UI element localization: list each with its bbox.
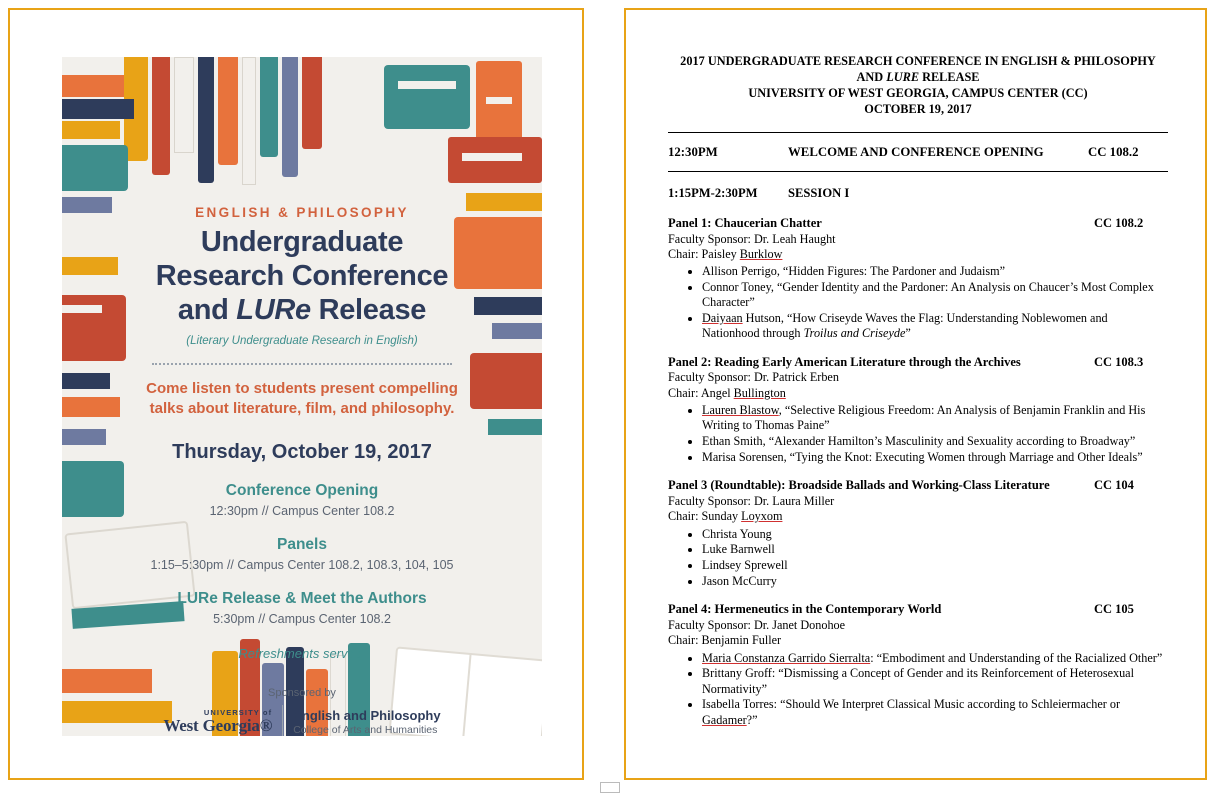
refreshments-note: Refreshments served! xyxy=(238,646,366,662)
talk-text: Marisa Sorensen, “Tying the Knot: Executing Women through Marriage and Other Ideals” xyxy=(702,449,1143,464)
book-spine-icon xyxy=(198,57,214,183)
list-item xyxy=(702,264,1168,279)
talk-text-post: ?” xyxy=(746,712,758,727)
conference-poster xyxy=(62,57,542,736)
talk-text: Connor Toney, “Gender Identity and the Pardoner: An Analysis on Chaucer’s Most Complex Character” xyxy=(702,280,1154,310)
poster-title-line3-c: Release xyxy=(310,294,427,327)
panel-1-chair-prefix: Chair: Paisley xyxy=(668,247,740,262)
program-header-line2-c: RELEASE xyxy=(919,69,980,84)
list-item xyxy=(702,450,1168,465)
panel-4-room: CC 105 xyxy=(1094,602,1134,617)
program-page xyxy=(624,8,1207,780)
panel-2-sponsor: Faculty Sponsor: Dr. Patrick Erben xyxy=(668,370,839,385)
book-spine-icon xyxy=(242,57,256,185)
talk-text: : “Embodiment and Understanding of the Racialized Other” xyxy=(870,650,1163,665)
list-item xyxy=(702,434,1168,449)
book-spine-icon xyxy=(282,57,298,177)
program-header-line2 xyxy=(668,70,1168,86)
poster-title xyxy=(106,225,498,328)
uwg-logo xyxy=(163,709,272,735)
poster-artwork xyxy=(62,57,542,736)
panel-4-chair xyxy=(668,633,1168,648)
talk-text: Hutson, “How Criseyde Waves the Flag: Understanding Noblewomen and Nationhood through xyxy=(702,311,1108,341)
panel-1 xyxy=(668,216,1168,342)
divider-bottom xyxy=(668,171,1168,172)
poster-page xyxy=(8,8,584,780)
book-spine-icon xyxy=(218,57,238,165)
department-block xyxy=(293,708,440,736)
poster-title-line1: Undergraduate xyxy=(200,226,404,258)
sponsor-row xyxy=(106,705,498,736)
panel-1-sponsor: Faculty Sponsor: Dr. Leah Haught xyxy=(668,231,836,246)
program-header-line4: OCTOBER 19, 2017 xyxy=(864,101,972,116)
poster-title-line3 xyxy=(106,293,498,327)
talk-name-gadamer: Gadamer xyxy=(702,712,747,727)
session-time: 1:15PM-2:30PM xyxy=(668,186,758,201)
poster-blurb xyxy=(106,379,498,420)
list-item xyxy=(702,697,1168,728)
event-heading-panels: Panels xyxy=(277,536,327,554)
poster-date: Thursday, October 19, 2017 xyxy=(172,441,432,464)
program-header-line2-a: AND xyxy=(856,69,887,84)
talk-text: Allison Perrigo, “Hidden Figures: The Pardoner and Judaism” xyxy=(702,264,1006,279)
panel-1-title: Panel 1: Chaucerian Chatter xyxy=(668,215,822,230)
list-item xyxy=(702,542,1168,557)
panel-1-chair xyxy=(668,247,1168,262)
talk-text: Lindsey Sprewell xyxy=(702,558,788,573)
panel-3-chair-prefix: Chair: Sunday xyxy=(668,509,742,524)
college-name: College of Arts and Humanities xyxy=(293,723,438,736)
event-heading-release-lure: LURe xyxy=(177,590,218,608)
panel-1-chair-name: Burklow xyxy=(739,247,783,262)
panel-1-head xyxy=(668,216,1168,232)
session-label: SESSION I xyxy=(788,186,850,201)
book-spine-icon xyxy=(152,57,170,175)
book-spine-icon xyxy=(260,57,278,157)
panel-3 xyxy=(668,478,1168,589)
panel-3-head xyxy=(668,478,1168,494)
poster-blurb-line2: talks about literature, film, and philosophy. xyxy=(149,399,455,417)
list-item xyxy=(702,651,1168,666)
book-icon xyxy=(486,97,512,104)
panel-3-room: CC 104 xyxy=(1094,478,1134,493)
panel-3-sponsor: Faculty Sponsor: Dr. Laura Miller xyxy=(668,493,835,508)
book-icon xyxy=(62,145,128,191)
panel-2-chair xyxy=(668,386,1168,401)
book-icon xyxy=(62,75,124,97)
list-item xyxy=(702,403,1168,434)
book-icon xyxy=(62,99,134,119)
book-icon xyxy=(462,153,522,161)
talk-text: , “Selective Religious Freedom: An Analysis of Benjamin Franklin and His Writing to Thomas Paine” xyxy=(702,403,1146,433)
panel-3-chair-name: Loyxom xyxy=(741,509,783,524)
event-heading-opening: Conference Opening xyxy=(225,482,379,500)
panel-4-sponsor: Faculty Sponsor: Dr. Janet Donohoe xyxy=(668,617,846,632)
list-item xyxy=(702,666,1168,697)
panel-2-title: Panel 2: Reading Early American Literature through the Archives xyxy=(668,354,1021,369)
panel-3-chair xyxy=(668,509,1168,524)
session-row xyxy=(668,186,1168,202)
panel-3-title: Panel 3 (Roundtable): Broadside Ballads and Working-Class Literature xyxy=(668,478,1050,493)
talk-text: Christa Young xyxy=(702,526,772,541)
poster-subtitle: (Literary Undergraduate Research in English) xyxy=(186,334,418,347)
event-detail-opening: 12:30pm // Campus Center 108.2 xyxy=(209,504,395,519)
talk-text: Ethan Smith, “Alexander Hamilton’s Masculinity and Sexuality according to Broadway” xyxy=(702,434,1136,449)
uwg-logo-large-text: West Georgia® xyxy=(163,716,273,736)
panel-3-talk-list xyxy=(668,527,1168,590)
panel-2-head xyxy=(668,355,1168,371)
opening-title: WELCOME AND CONFERENCE OPENING xyxy=(788,144,1044,159)
book-spine-icon xyxy=(174,57,194,153)
book-spine-icon xyxy=(302,57,322,149)
poster-title-line2: Research Conference xyxy=(155,260,449,293)
opening-room: CC 108.2 xyxy=(1088,144,1139,159)
panel-1-talk-list xyxy=(668,264,1168,341)
program-header-line1: 2017 UNDERGRADUATE RESEARCH CONFERENCE IN ENGLISH & PHILOSOPHY xyxy=(680,54,1156,68)
opening-row xyxy=(668,144,1168,160)
divider-top xyxy=(668,132,1168,133)
uwg-logo-small-text: UNIVERSITY of xyxy=(203,708,273,718)
book-icon xyxy=(398,81,456,89)
talk-text-post: ” xyxy=(905,326,911,341)
talk-text: Isabella Torres: “Should We Interpret Classical Music according to Schleiermacher or xyxy=(702,697,1121,712)
list-item xyxy=(702,527,1168,542)
list-item xyxy=(702,311,1168,342)
program-content xyxy=(668,54,1168,741)
poster-kicker: ENGLISH & PHILOSOPHY xyxy=(195,205,409,220)
panel-2 xyxy=(668,355,1168,466)
panel-2-room: CC 108.3 xyxy=(1094,354,1144,369)
department-name: English and Philosophy xyxy=(293,708,441,724)
talk-speaker: Daiyaan xyxy=(702,311,743,326)
panel-2-chair-name: Bullington xyxy=(733,385,786,400)
panel-4-talk-list xyxy=(668,651,1168,728)
event-heading-release-rest: Release & Meet the Authors xyxy=(217,590,427,608)
program-header-lure: LURE xyxy=(886,69,920,84)
list-item xyxy=(702,574,1168,589)
opening-time: 12:30PM xyxy=(668,144,718,159)
program-header xyxy=(668,54,1168,118)
panel-2-chair-prefix: Chair: Angel xyxy=(668,385,734,400)
talk-text: Brittany Groff: “Dismissing a Concept of Gender and its Reinforcement of Heterosexual Normativity” xyxy=(702,666,1134,696)
book-icon xyxy=(62,121,120,139)
panel-2-talk-list xyxy=(668,403,1168,465)
sponsor-divider xyxy=(282,705,283,736)
event-detail-panels: 1:15–5:30pm // Campus Center 108.2, 108.3, 104, 105 xyxy=(150,558,454,573)
panel-4-head xyxy=(668,602,1168,618)
list-item xyxy=(702,558,1168,573)
panel-4 xyxy=(668,602,1168,728)
talk-text: Luke Barnwell xyxy=(702,542,775,557)
book-icon xyxy=(384,65,470,129)
talk-speaker: Lauren Blastow xyxy=(702,403,779,418)
poster-title-line3-a: and xyxy=(177,294,237,327)
panel-4-chair-prefix: Chair: Benjamin Fuller xyxy=(668,633,782,648)
talk-title-italic: Troilus and Criseyde xyxy=(803,326,906,341)
poster-title-lure: LURe xyxy=(236,294,311,327)
panel-1-room: CC 108.2 xyxy=(1094,215,1144,230)
page-number-box xyxy=(600,782,620,793)
poster-text-block xyxy=(62,205,542,736)
event-heading-release xyxy=(106,590,498,608)
talk-speaker: Maria Constanza Garrido Sierralta xyxy=(702,650,871,665)
poster-blurb-line1: Come listen to students present compelling xyxy=(146,379,458,397)
event-detail-release: 5:30pm // Campus Center 108.2 xyxy=(213,612,391,627)
divider-dotted xyxy=(152,363,452,365)
talk-text: Jason McCurry xyxy=(702,573,777,588)
sponsored-by-label: Sponsored by xyxy=(268,687,336,700)
panel-4-title: Panel 4: Hermeneutics in the Contemporary World xyxy=(668,602,942,617)
list-item xyxy=(702,280,1168,311)
program-header-line3: UNIVERSITY OF WEST GEORGIA, CAMPUS CENTER (CC) xyxy=(748,85,1088,100)
